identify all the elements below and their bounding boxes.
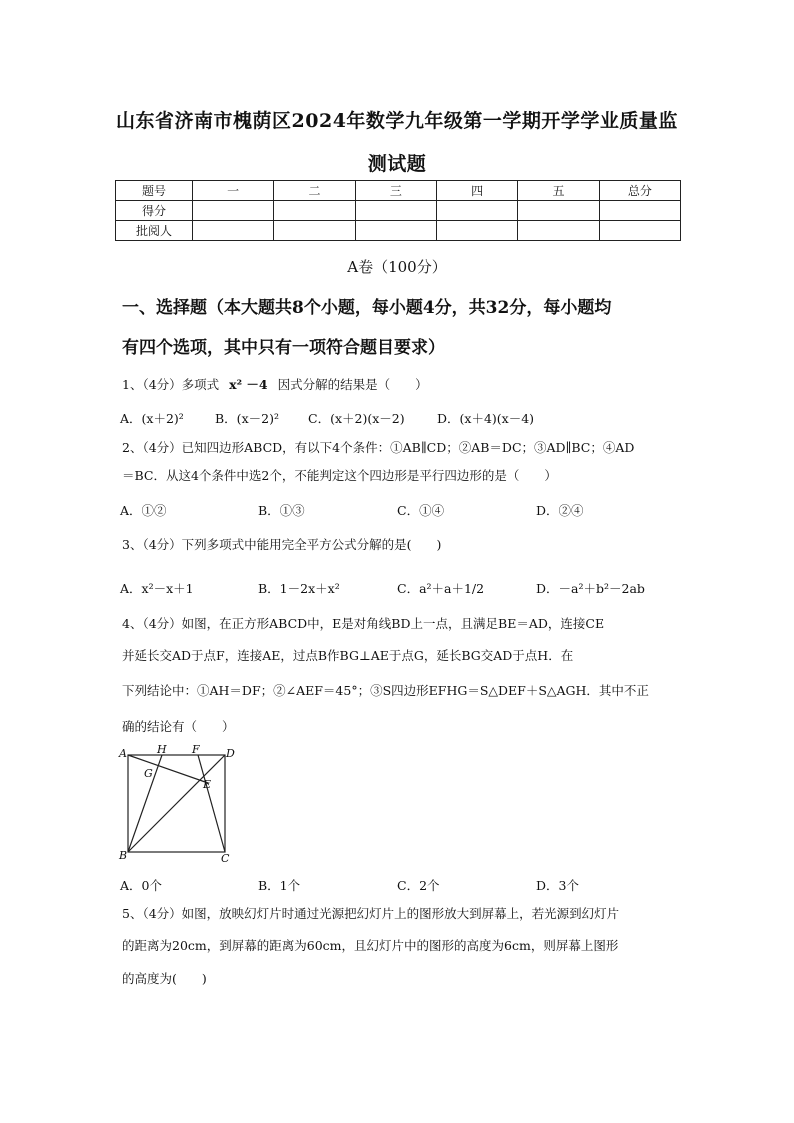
- q1-stem-tail: 因式分解的结果是（ ）: [277, 377, 428, 392]
- q1-option-a: A．(x＋2)²: [120, 411, 184, 426]
- score-header-cell: 三: [355, 181, 436, 201]
- score-table-header-row: [116, 181, 681, 201]
- question-4-line3: 下列结论中：①AH＝DF；②∠AEF＝45°；③S四边形EFHG＝S△DEF＋S△AGH．其中不正: [122, 683, 649, 698]
- score-cell: [518, 221, 599, 241]
- question-4-line4: 确的结论有（ ）: [122, 719, 235, 734]
- section1-heading-line2: 有四个选项，其中只有一项符合题目要求）: [122, 338, 445, 358]
- score-table-row: [116, 201, 681, 221]
- score-header-cell: 一: [193, 181, 274, 201]
- question-5-line1: 5、（4分）如图，放映幻灯片时通过光源把幻灯片上的图形放大到屏幕上，若光源到幻灯片: [122, 906, 620, 921]
- q4-option-d: D．3个: [536, 878, 579, 893]
- score-cell: [436, 221, 517, 241]
- label-f: F: [192, 745, 200, 756]
- question-2-line2: ＝BC．从这4个条件中选2个，不能判定这个四边形是平行四边形的是（ ）: [122, 468, 557, 483]
- label-c: C: [221, 852, 230, 865]
- score-cell: [274, 221, 355, 241]
- label-b: B: [119, 849, 128, 862]
- q2-option-a: A．①②: [120, 503, 167, 518]
- page-title-line1: 山东省济南市槐荫区2024年数学九年级第一学期开学学业质量监: [116, 110, 678, 132]
- label-g: G: [144, 767, 153, 780]
- q1-option-c: C．(x＋2)(x－2): [308, 411, 405, 426]
- question-4-line1: 4、（4分）如图，在正方形ABCD中，E是对角线BD上一点，且满足BE＝AD，连接CE: [122, 616, 605, 631]
- score-header-cell: 题号: [116, 181, 193, 201]
- section1-heading-line1: 一、选择题（本大题共8个小题，每小题4分，共32分，每小题均: [122, 298, 612, 318]
- score-cell: [274, 201, 355, 221]
- q3-option-d: D．－a²＋b²－2ab: [536, 581, 645, 596]
- score-cell: [193, 201, 274, 221]
- q2-option-b: B．①③: [258, 503, 305, 518]
- score-header-cell: 五: [518, 181, 599, 201]
- score-header-cell: 二: [274, 181, 355, 201]
- q1-option-b: B．(x－2)²: [215, 411, 279, 426]
- section-a-heading: A卷（100分）: [347, 258, 447, 276]
- score-cell: [355, 221, 436, 241]
- score-cell: [355, 201, 436, 221]
- score-cell: [599, 221, 680, 241]
- page-title-line2: 测试题: [367, 153, 427, 175]
- score-table-row: [116, 221, 681, 241]
- q3-option-a: A．x²－x＋1: [120, 581, 194, 596]
- q3-option-b: B．1－2x＋x²: [258, 581, 340, 596]
- q2-option-c: C．①④: [397, 503, 445, 518]
- question-1-stem: [122, 377, 682, 393]
- q4-option-a: A．0个: [120, 878, 162, 893]
- q3-option-c: C．a²＋a＋1/2: [397, 581, 485, 596]
- q1-option-d: D．(x＋4)(x－4): [437, 411, 535, 426]
- line-ae: [128, 755, 208, 783]
- score-header-cell: 四: [436, 181, 517, 201]
- score-cell: [599, 201, 680, 221]
- q1-stem-prefix: 1、（4分）多项式: [122, 377, 220, 392]
- q2-option-d: D．②④: [536, 503, 584, 518]
- line-cf: [198, 755, 225, 852]
- score-cell: [518, 201, 599, 221]
- label-e: E: [203, 778, 212, 791]
- q4-option-b: B．1个: [258, 878, 301, 893]
- question-3-stem: 3、（4分）下列多项式中能用完全平方公式分解的是( ): [122, 537, 442, 552]
- q1-stem-expression: x² －4: [229, 377, 268, 392]
- score-cell: [436, 201, 517, 221]
- question-4-line2: 并延长交AD于点F，连接AE，过点B作BG⊥AE于点G，延长BG交AD于点H．在: [122, 648, 574, 663]
- label-h: H: [157, 745, 167, 756]
- label-d: D: [226, 747, 235, 760]
- score-table: [115, 180, 681, 241]
- score-row-label: 得分: [116, 201, 193, 221]
- square-geometry-figure: [115, 745, 240, 867]
- question-5-line3: 的高度为( ): [122, 971, 207, 986]
- question-5-line2: 的距离为20cm，到屏幕的距离为60cm，且幻灯片中的图形的高度为6cm，则屏幕上图形: [122, 938, 619, 953]
- score-row-label: 批阅人: [116, 221, 193, 241]
- score-cell: [193, 221, 274, 241]
- question-2-line1: 2、（4分）已知四边形ABCD，有以下4个条件：①AB∥CD；②AB＝DC；③AD∥BC；④AD: [122, 440, 635, 455]
- label-a: A: [119, 747, 127, 760]
- diagonal-bd: [128, 755, 225, 852]
- q4-option-c: C．2个: [397, 878, 440, 893]
- score-header-cell: 总分: [599, 181, 680, 201]
